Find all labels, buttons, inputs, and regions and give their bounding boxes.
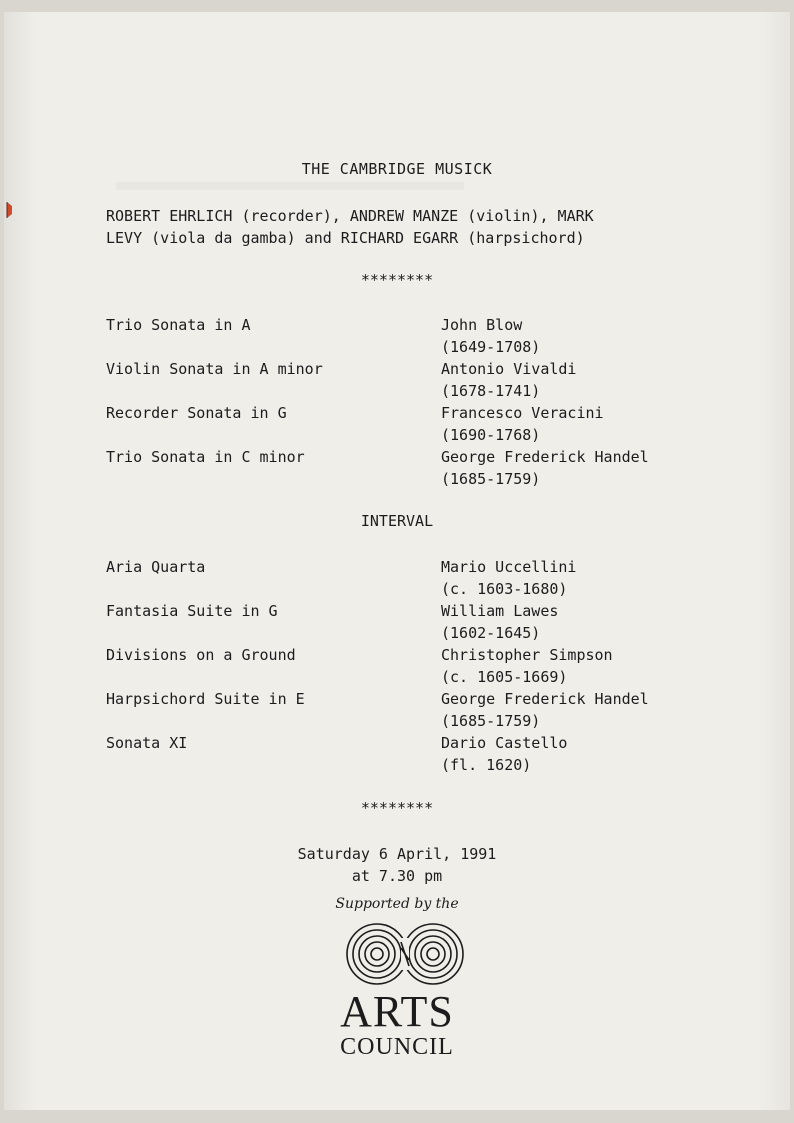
composer: Francesco Veracini (1690-1768) [441, 404, 604, 444]
programme-item [106, 600, 726, 644]
concert-date [0, 843, 794, 887]
programme-item [106, 358, 726, 402]
performers-list [106, 205, 726, 249]
composer: William Lawes (1602-1645) [441, 602, 559, 642]
supported-by-text: Supported by the [335, 896, 459, 912]
work-title: Harpsichord Suite in E [106, 690, 305, 708]
programme-item [106, 688, 726, 732]
programme-item [106, 314, 726, 358]
composer-dates: (c. 1603-1680) [441, 580, 568, 598]
double-spiral-icon [335, 918, 475, 990]
performers-line-1: ROBERT EHRLICH (recorder), ANDREW MANZE (violin), MARK [106, 207, 594, 225]
composer-dates: (c. 1605-1669) [441, 668, 568, 686]
programme-item [106, 556, 726, 600]
separator-bottom: ******** [360, 799, 434, 817]
work-title: Sonata XI [106, 734, 188, 752]
performers-line-2: LEVY (viola da gamba) and RICHARD EGARR (harpsichord) [106, 229, 585, 247]
composer: Antonio Vivaldi (1678-1741) [441, 360, 577, 400]
work-title: Divisions on a Ground [106, 646, 296, 664]
composer-dates: (1649-1708) [441, 338, 541, 356]
composer: Mario Uccellini (c. 1603-1680) [441, 558, 577, 598]
composer: George Frederick Handel (1685-1759) [441, 690, 649, 730]
work-title: Recorder Sonata in G [106, 404, 287, 422]
composer-dates: (1685-1759) [441, 470, 541, 488]
programme-item [106, 446, 726, 490]
ensemble-title: THE CAMBRIDGE MUSICK [301, 160, 493, 178]
programme-item [106, 732, 726, 776]
composer: George Frederick Handel (1685-1759) [441, 448, 649, 488]
date-line: Saturday 6 April, 1991 [297, 845, 497, 863]
programme-item [106, 644, 726, 688]
work-title: Violin Sonata in A minor [106, 360, 323, 378]
work-title: Fantasia Suite in G [106, 602, 278, 620]
work-title: Aria Quarta [106, 558, 206, 576]
interval-heading: INTERVAL [360, 512, 434, 530]
work-title: Trio Sonata in C minor [106, 448, 305, 466]
composer: Dario Castello (fl. 1620) [441, 734, 568, 774]
composer-dates: (fl. 1620) [441, 756, 532, 774]
programme-item [106, 402, 726, 446]
time-line: at 7.30 pm [351, 867, 443, 885]
binding-staple-icon [4, 200, 14, 220]
arts-logo-word: ARTS [340, 987, 454, 1036]
composer: John Blow (1649-1708) [441, 316, 541, 356]
work-title: Trio Sonata in A [106, 316, 251, 334]
separator-top: ******** [360, 271, 434, 289]
composer: Christopher Simpson (c. 1605-1669) [441, 646, 613, 686]
programme-part-2 [106, 556, 726, 776]
programme-part-1 [106, 314, 726, 490]
composer-dates: (1685-1759) [441, 712, 541, 730]
composer-dates: (1690-1768) [441, 426, 541, 444]
composer-dates: (1602-1645) [441, 624, 541, 642]
council-logo-word: COUNCIL [340, 1034, 454, 1060]
composer-dates: (1678-1741) [441, 382, 541, 400]
